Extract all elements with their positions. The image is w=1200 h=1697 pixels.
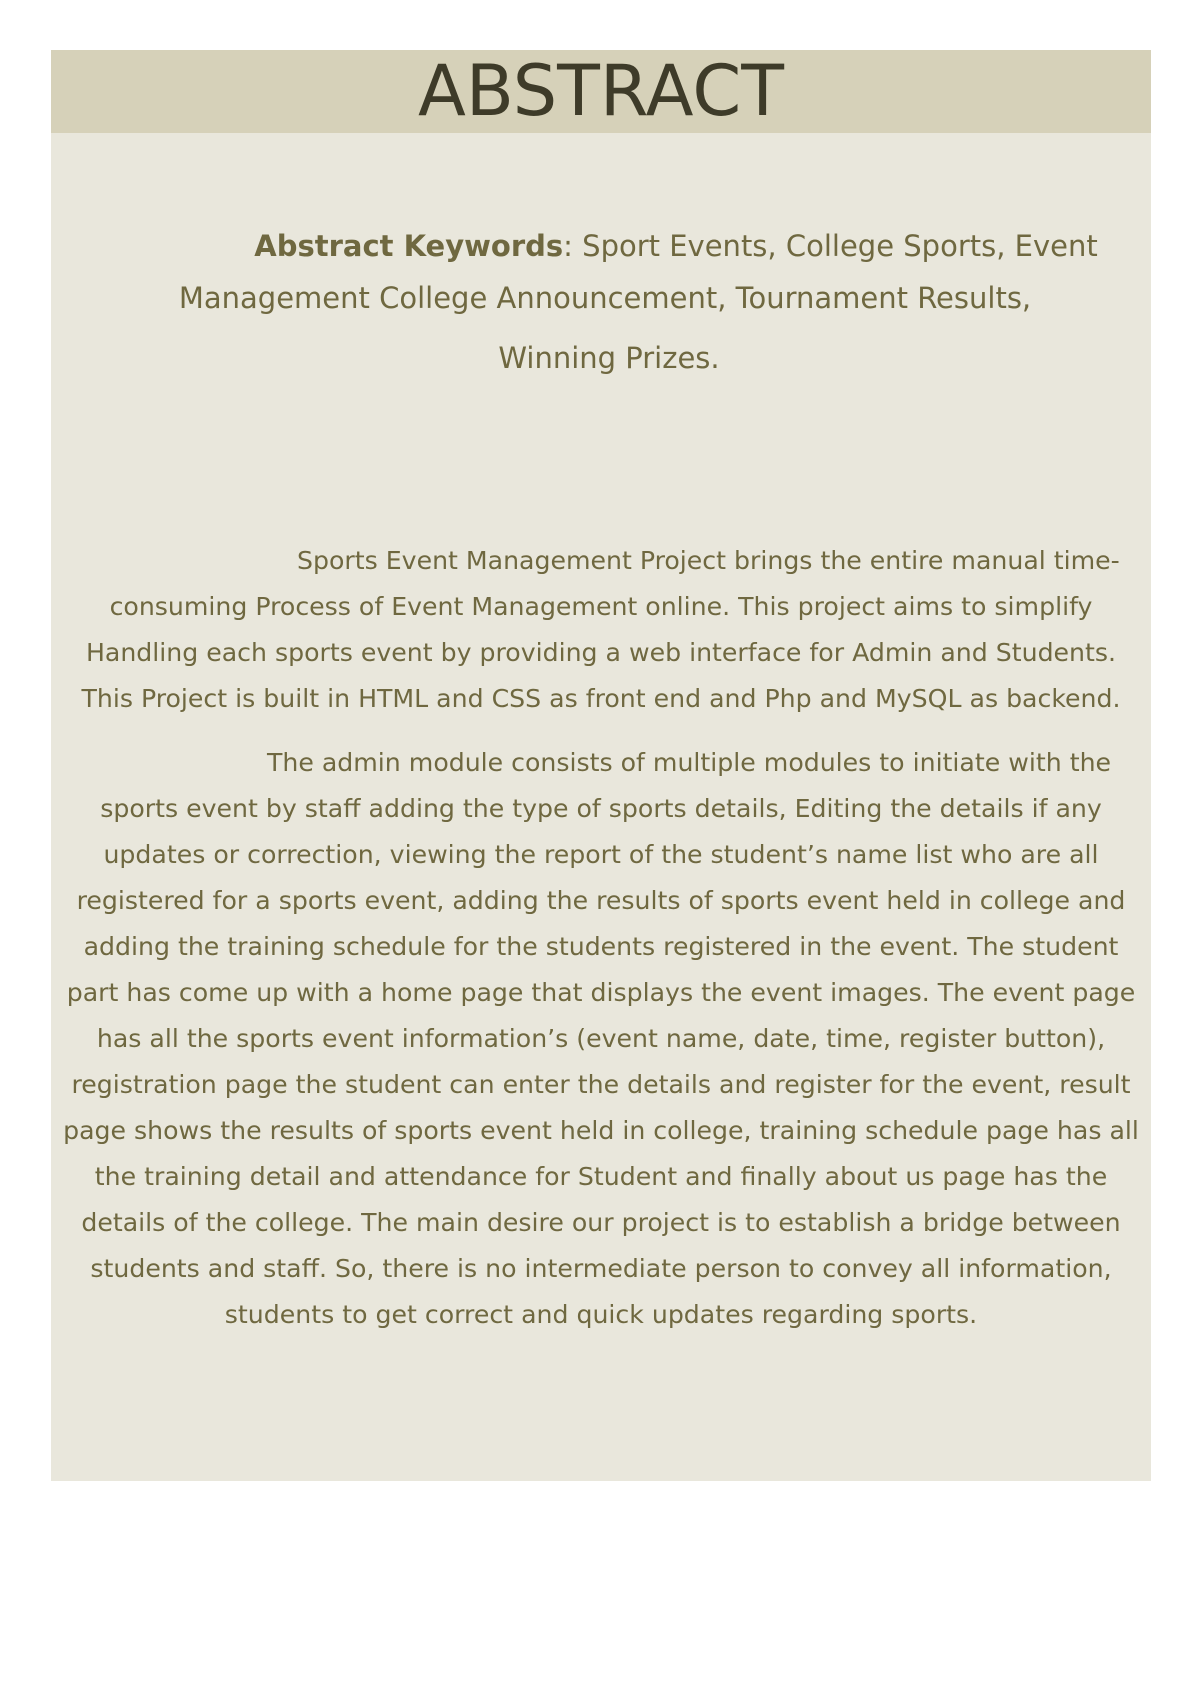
paragraph-line: has all the sports event information’s (event name, date, time, register button), xyxy=(96,1024,1106,1053)
paragraph-line: details of the college. The main desire our project is to establish a bridge between xyxy=(81,1208,1121,1237)
paragraph-line: Sports Event Management Project brings the entire manual time- xyxy=(297,546,1120,575)
paragraph-line: registered for a sports event, adding the results of sports event held in college and xyxy=(76,886,1126,915)
paragraph-2 xyxy=(51,740,1151,1338)
paragraph-1 xyxy=(51,538,1151,722)
keywords-line-1-text: : Sport Events, College Sports, Event xyxy=(563,229,1098,263)
paragraph-line: students and staff. So, there is no intermediate person to convey all information, xyxy=(90,1254,1112,1283)
paragraph-line: adding the training schedule for the students registered in the event. The student xyxy=(83,932,1119,961)
paragraph-line: This Project is built in HTML and CSS as front end and Php and MySQL as backend. xyxy=(81,684,1121,713)
keywords-line-3: Winning Prizes. xyxy=(498,341,720,375)
keywords-block xyxy=(111,220,1111,384)
paragraph-line: students to get correct and quick updates regarding sports. xyxy=(224,1300,978,1329)
paragraph-line: page shows the results of sports event held in college, training schedule page has all xyxy=(63,1116,1139,1145)
paragraph-line: consuming Process of Event Management online. This project aims to simplify xyxy=(109,592,1093,621)
paragraph-line: Handling each sports event by providing a web interface for Admin and Students. xyxy=(85,638,1117,667)
paragraph-line: sports event by staff adding the type of sports details, Editing the details if any xyxy=(100,794,1102,823)
title-bar xyxy=(51,50,1151,133)
keywords-line-2: Management College Announcement, Tournament Results, xyxy=(178,281,1032,315)
paragraph-line: part has come up with a home page that displays the event images. The event page xyxy=(66,978,1136,1007)
paragraph-line: updates or correction, viewing the report of the student’s name list who are all xyxy=(103,840,1099,869)
keywords-label: Abstract Keywords xyxy=(254,229,564,263)
paragraph-line: the training detail and attendance for Student and finally about us page has the xyxy=(94,1162,1108,1191)
abstract-panel xyxy=(51,50,1151,1481)
keywords-line-1 xyxy=(111,220,1111,272)
paragraph-line: registration page the student can enter the details and register for the event, result xyxy=(71,1070,1131,1099)
paragraph-line: The admin module consists of multiple modules to initiate with the xyxy=(267,748,1112,777)
page-title: ABSTRACT xyxy=(418,50,784,132)
